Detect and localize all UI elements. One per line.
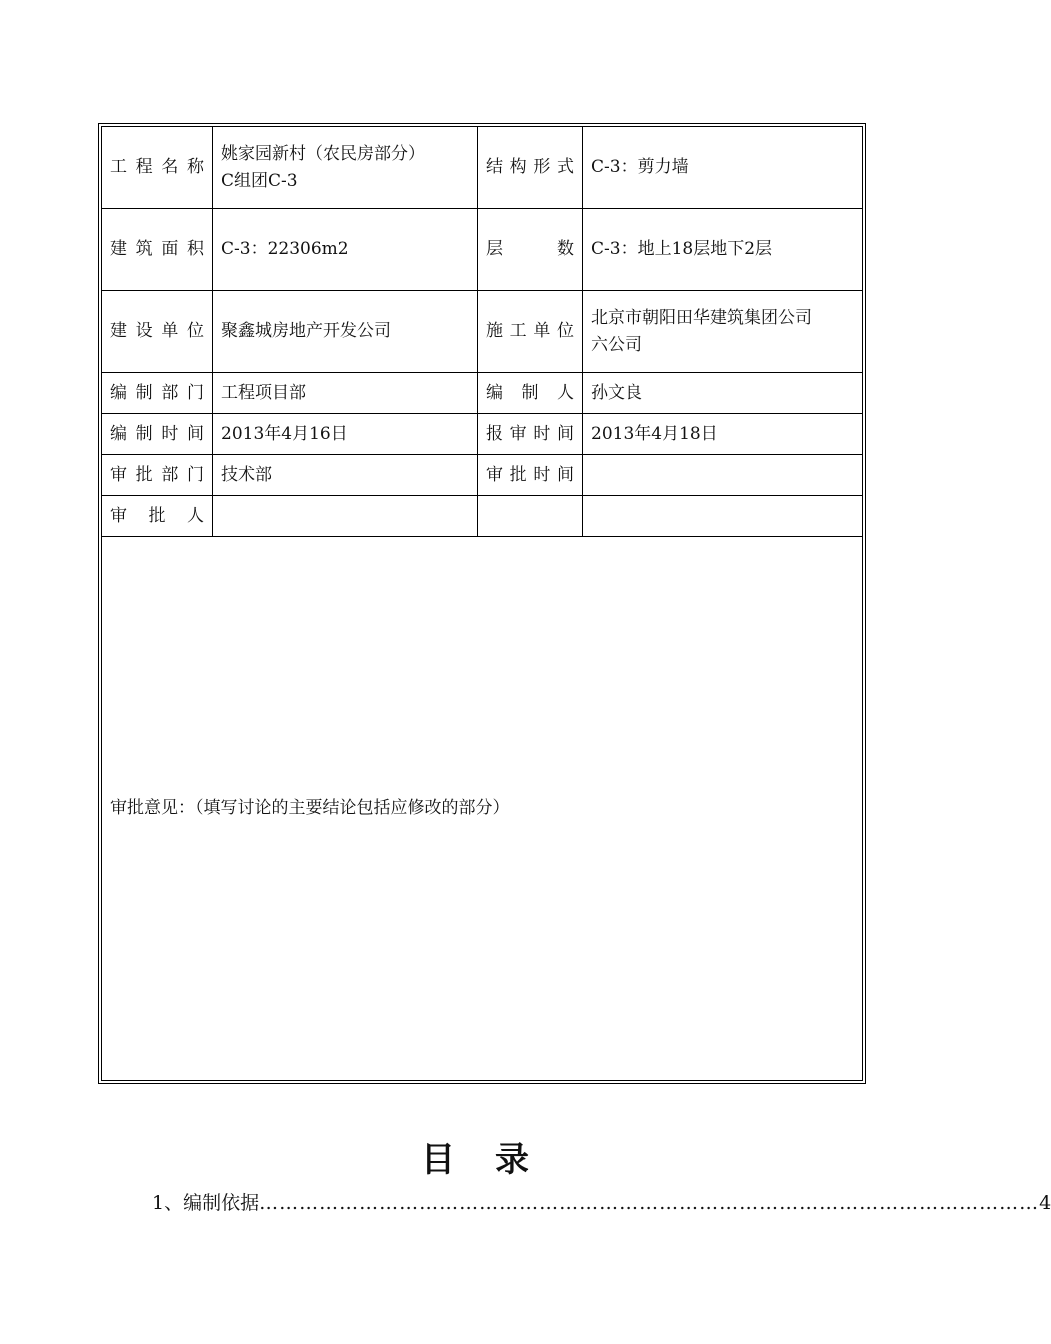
- value-approval-date: [583, 455, 863, 496]
- value-author: 孙文良: [583, 373, 863, 414]
- label-structure: 结构形式: [478, 127, 583, 209]
- approval-form: [98, 123, 866, 1084]
- table-row: [102, 209, 863, 291]
- value-contractor: [583, 291, 863, 373]
- toc-item[interactable]: [152, 1188, 1051, 1215]
- value-dept: 工程项目部: [213, 373, 478, 414]
- table-row: [102, 496, 863, 537]
- table-row: [102, 537, 863, 1081]
- table-row: [102, 414, 863, 455]
- label-floors: 层 数: [478, 209, 583, 291]
- table-row: [102, 455, 863, 496]
- contractor-line2: 六公司: [591, 334, 642, 355]
- empty-cell: [583, 496, 863, 537]
- project-name-line1: 姚家园新村（农民房部分）: [221, 143, 425, 164]
- label-compile-date: 编制时间: [102, 414, 213, 455]
- label-submit-date: 报审时间: [478, 414, 583, 455]
- toc-item-leader: ………………………………………………………………………………………………………: [259, 1192, 1040, 1214]
- value-developer: 聚鑫城房地产开发公司: [213, 291, 478, 373]
- label-project-name: 工程名称: [102, 127, 213, 209]
- label-approval-dept: 审批部门: [102, 455, 213, 496]
- label-developer: 建设单位: [102, 291, 213, 373]
- label-contractor: 施工单位: [478, 291, 583, 373]
- label-area: 建筑面积: [102, 209, 213, 291]
- table-row: [102, 373, 863, 414]
- empty-cell: [478, 496, 583, 537]
- contractor-line1: 北京市朝阳田华建筑集团公司: [591, 307, 812, 328]
- table-row: [102, 127, 863, 209]
- value-area: C-3：22306m2: [213, 209, 478, 291]
- value-compile-date: 2013年4月16日: [213, 414, 478, 455]
- table-row: [102, 291, 863, 373]
- label-approver: 审 批 人: [102, 496, 213, 537]
- toc-item-page: 4: [1039, 1192, 1051, 1214]
- value-floors: C-3：地上18层地下2层: [583, 209, 863, 291]
- approval-table: [101, 126, 863, 1081]
- toc-item-label: 1、编制依据: [152, 1192, 260, 1214]
- value-structure: C-3：剪力墙: [583, 127, 863, 209]
- label-dept: 编制部门: [102, 373, 213, 414]
- approval-opinion: 审批意见：（填写讨论的主要结论包括应修改的部分）: [102, 537, 863, 1081]
- value-approver: [213, 496, 478, 537]
- toc-title: 目录: [421, 1140, 569, 1180]
- project-name-line2: C组团C-3: [221, 170, 298, 191]
- label-author: 编 制 人: [478, 373, 583, 414]
- value-project-name: [213, 127, 478, 209]
- value-approval-dept: 技术部: [213, 455, 478, 496]
- label-approval-date: 审批时间: [478, 455, 583, 496]
- value-submit-date: 2013年4月18日: [583, 414, 863, 455]
